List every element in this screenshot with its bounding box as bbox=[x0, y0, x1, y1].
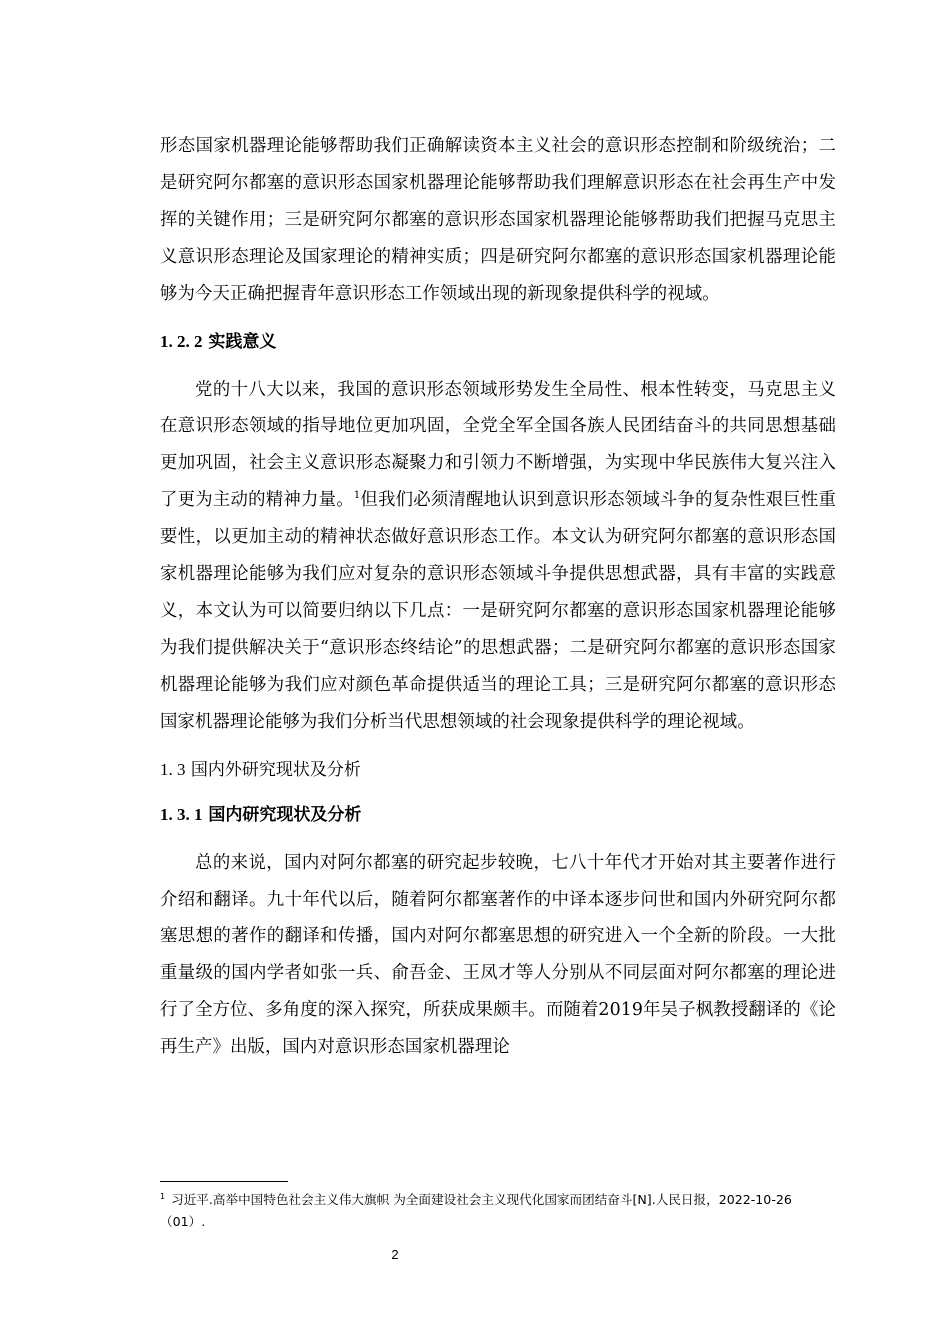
footnote-reference[interactable]: 1 bbox=[353, 490, 361, 502]
heading-number: 1. 3 bbox=[160, 759, 186, 779]
heading-text: 实践意义 bbox=[208, 331, 277, 352]
heading-text: 国内研究现状及分析 bbox=[208, 804, 362, 825]
paragraph-practical-significance bbox=[160, 372, 836, 741]
footnote-mark: 1 bbox=[160, 1191, 166, 1201]
paragraph-text-part-2: 但我们必须清醒地认识到意识形态领域斗争的复杂性艰巨性重要性，以更加主动的精神状态做好意识形态工作。本文认为研究阿尔都塞的意识形态国家机器理论能够为我们应对复杂的意识形态领域斗争提供思想武器，具有丰富的实践意义，本文认为可以简要归纳以下几点：一是研究阿尔都塞的意识形态国家机器理论能够为我们提供解决关于“意识形态终结论”的思想武器；二是研究阿尔都塞的意识形态国家机器理论能够为我们应对颜色革命提供适当的理论工具；三是研究阿尔都塞的意识形态国家机器理论能够为我们分析当代思想领域的社会现象提供科学的理论视域。 bbox=[160, 490, 836, 732]
heading-number: 1. 3. 1 bbox=[160, 804, 203, 824]
heading-number: 1. 2. 2 bbox=[160, 331, 203, 351]
heading-1-2-2 bbox=[160, 327, 836, 357]
heading-1-3 bbox=[160, 755, 836, 785]
heading-text: 国内外研究现状及分析 bbox=[190, 759, 361, 780]
footnote-text: 习近平.高举中国特色社会主义伟大旗帜 为全面建设社会主义现代化国家而团结奋斗[N].人民日报，2022-10-26（01）. bbox=[160, 1192, 792, 1229]
paragraph-text-part-1: 党的十八大以来，我国的意识形态领域形势发生全局性、根本性转变，马克思主义在意识形态领域的指导地位更加巩固，全党全军全国各族人民团结奋斗的共同思想基础更加巩固，社会主义意识形态凝聚力和引领力不断增强，为实现中华民族伟大复兴注入了更为主动的精神力量。 bbox=[160, 379, 836, 511]
heading-1-3-1 bbox=[160, 800, 836, 830]
footnote-separator bbox=[160, 1181, 288, 1182]
footnote bbox=[160, 1189, 830, 1233]
paragraph-domestic-research: 总的来说，国内对阿尔都塞的研究起步较晚，七八十年代才开始对其主要著作进行介绍和翻译。九十年代以后，随着阿尔都塞著作的中译本逐步问世和国内外研究阿尔都塞思想的著作的翻译和传播，国内对阿尔都塞思想的研究进入一个全新的阶段。一大批重量级的国内学者如张一兵、俞吾金、王凤才等人分别从不同层面对阿尔都塞的理论进行了全方位、多角度的深入探究，所获成果颇丰。而随着2019年吴子枫教授翻译的《论再生产》出版，国内对意识形态国家机器理论 bbox=[160, 852, 836, 1058]
body-content bbox=[160, 128, 836, 1066]
paragraph-theoretical-significance-continued: 形态国家机器理论能够帮助我们正确解读资本主义社会的意识形态控制和阶级统治；二是研究阿尔都塞的意识形态国家机器理论能够帮助我们理解意识形态在社会再生产中发挥的关键作用；三是研究阿尔都塞的意识形态国家机器理论能够帮助我们把握马克思主义意识形态理论及国家理论的精神实质；四是研究阿尔都塞的意识形态国家机器理论能够为今天正确把握青年意识形态工作领域出现的新现象提供科学的视域。 bbox=[160, 136, 836, 304]
page-number: 2 bbox=[391, 1247, 399, 1262]
